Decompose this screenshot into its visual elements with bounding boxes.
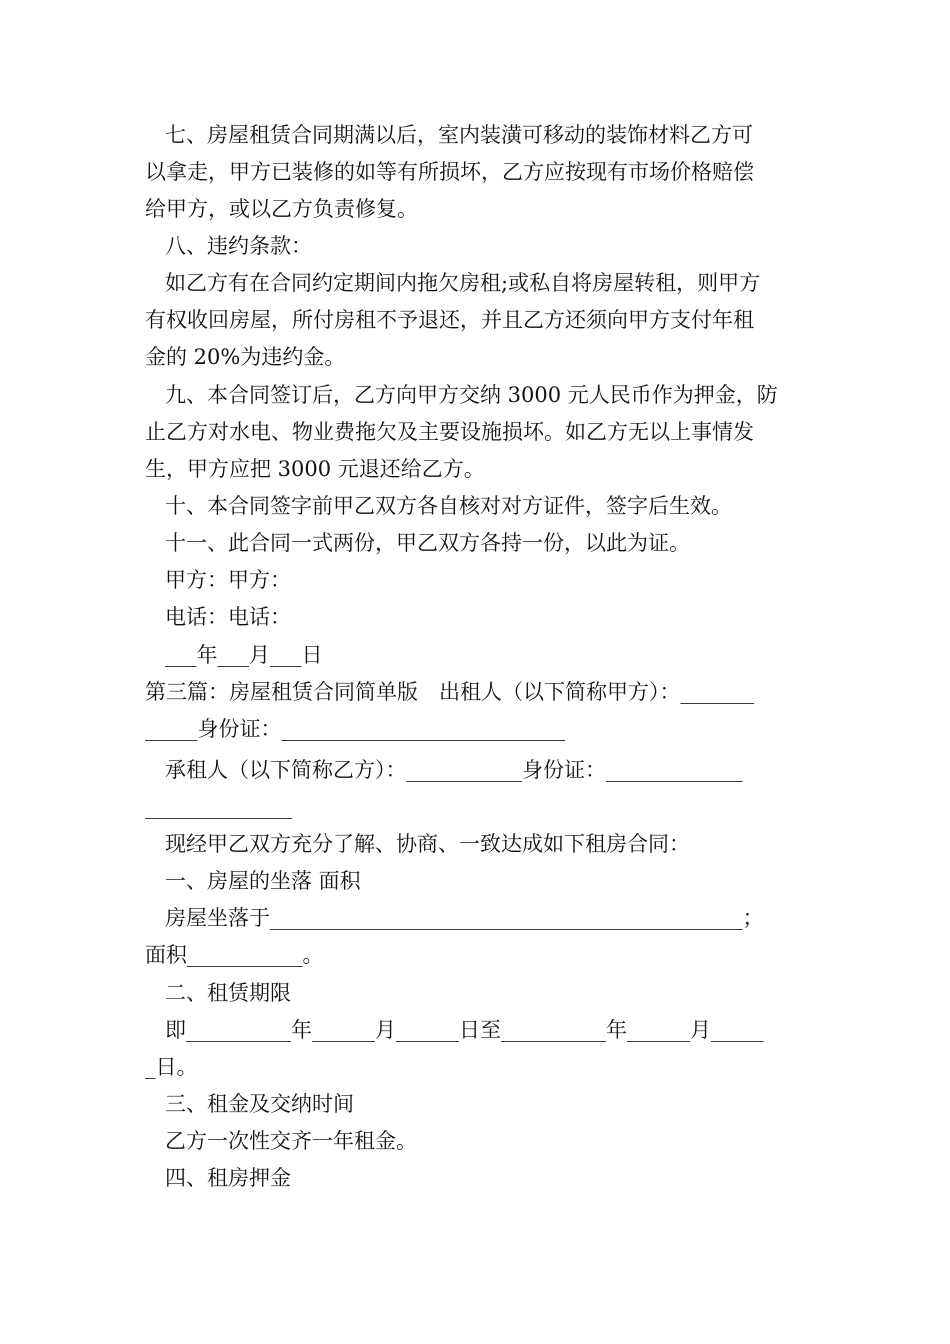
clause-8-line-1: 如乙方有在合同约定期间内拖欠房租;或私自将房屋转租，则甲方 <box>165 271 761 295</box>
agreement-intro: 现经甲乙双方充分了解、协商、一致达成如下租房合同： <box>165 832 690 856</box>
tenant-blank-continued: ______________ <box>145 795 292 819</box>
id-card-line: _____身份证：___________________________ <box>145 717 565 741</box>
clause-9-line-2: 止乙方对水电、物业费拖欠及主要设施损坏。如乙方无以上事情发 <box>145 420 754 444</box>
clause-7-line-2: 以拿走，甲方已装修的如等有所损坏，乙方应按现有市场价格赔偿 <box>145 160 754 184</box>
clause-9-line-3: 生，甲方应把 3000 元退还给乙方。 <box>145 457 485 481</box>
section-3-heading: 三、租金及交纳时间 <box>165 1092 354 1116</box>
party-a-label: 甲方：甲方： <box>165 568 291 592</box>
section-2-heading: 二、租赁期限 <box>165 981 291 1005</box>
clause-7-line-3: 给甲方，或以乙方负责修复。 <box>145 197 418 221</box>
clause-8-heading: 八、违约条款： <box>165 234 312 258</box>
term-dates-line: 即__________年______月______日至__________年______月_____ <box>165 1018 764 1042</box>
rent-payment-text: 乙方一次性交齐一年租金。 <box>165 1129 417 1153</box>
clause-8-line-3: 金的 20%为违约金。 <box>145 345 346 369</box>
clause-9-line-1: 九、本合同签订后，乙方向甲方交纳 3000 元人民币作为押金，防 <box>165 383 778 407</box>
clause-7-line-1: 七、房屋租赁合同期满以后，室内装潢可移动的装饰材料乙方可 <box>165 123 753 147</box>
tenant-line: 承租人（以下简称乙方）：___________身份证：_____________ <box>165 758 743 782</box>
area-blank: 面积___________。 <box>145 943 324 967</box>
clause-8-line-2: 有权收回房屋，所付房租不予退还，并且乙方还须向甲方支付年租 <box>145 308 754 332</box>
section-4-heading: 四、租房押金 <box>165 1166 291 1190</box>
date-blank: ___年___月___日 <box>165 643 323 667</box>
location-blank: 房屋坐落于_____________________________________________； <box>165 906 764 930</box>
term-dates-continued: _日。 <box>145 1055 198 1079</box>
clause-10: 十、本合同签字前甲乙双方各自核对对方证件，签字后生效。 <box>165 494 732 518</box>
section-1-heading: 一、房屋的坐落 面积 <box>165 869 361 893</box>
phone-label: 电话：电话： <box>165 605 291 629</box>
part-3-title-line: 第三篇：房屋租赁合同简单版 出租人（以下简称甲方）：_______ <box>145 680 754 704</box>
clause-11: 十一、此合同一式两份，甲乙双方各持一份，以此为证。 <box>165 531 690 555</box>
